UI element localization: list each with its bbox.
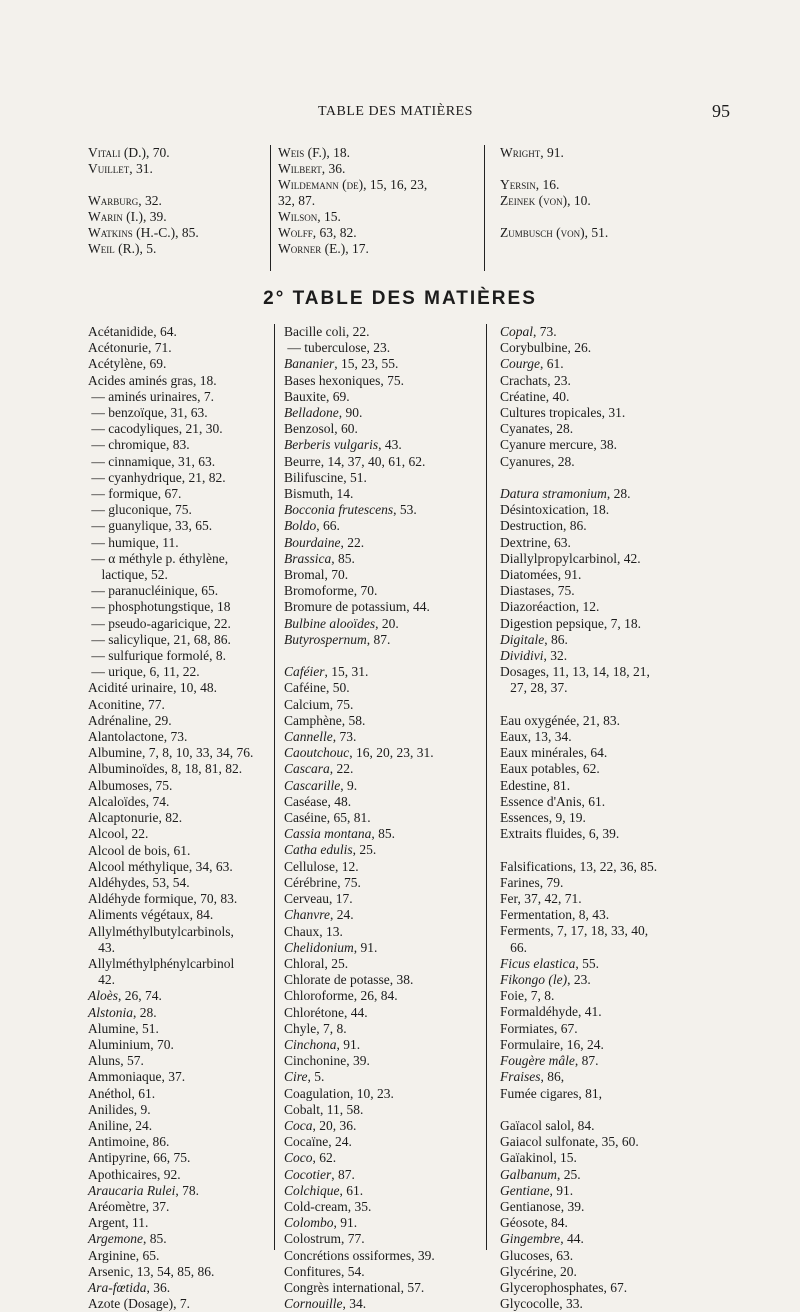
index-entry: — benzoïque, 31, 63. [88,405,208,421]
index-entry: Chelidonium, 91. [284,939,378,955]
index-entry: Fumée cigares, 81, [500,1085,602,1101]
index-entry: Gentiane, 91. [500,1182,574,1198]
index-entry: Aluminium, 70. [88,1036,174,1052]
index-entry: Cascara, 22. [284,761,354,777]
index-entry: Alcool, 22. [88,826,149,842]
index-entry: Chloroforme, 26, 84. [284,988,398,1004]
index-entry: Aliments végétaux, 84. [88,907,214,923]
index-entry: Chloral, 25. [284,955,349,971]
index-entry: Cérébrine, 75. [284,874,361,890]
index-entry: Datura stramonium, 28. [500,486,631,502]
index-entry: Cascarille, 9. [284,777,358,793]
author-column-1 [88,145,199,257]
index-entry: Ara-fœtida, 36. [88,1279,171,1295]
index-entry: Acétylène, 69. [88,356,167,372]
index-entry: Eaux, 13, 34. [500,729,572,745]
index-entry: Cocaïne, 24. [284,1134,352,1150]
spacer [500,161,608,177]
index-entry: Diallylpropylcarbinol, 42. [500,550,641,566]
index-entry: Boldo, 66. [284,518,340,534]
index-entry: — formique, 67. [88,486,182,502]
index-entry: Glycocolle, 33. [500,1296,583,1312]
index-entry: Cire, 5. [284,1069,325,1085]
index-entry: Aldéhyde formique, 70, 83. [88,891,238,907]
author-entry: Watkins (H.-C.), 85. [88,225,199,240]
index-entry: Géosote, 84. [500,1215,568,1231]
index-entry: Alcool de bois, 61. [88,842,191,858]
index-entry: Bacille coli, 22. [284,324,370,339]
index-column-2 [284,324,435,1312]
index-entry: Acides aminés gras, 18. [88,372,217,388]
index-entry: Bourdaine, 22. [284,534,365,550]
spacer [500,470,657,486]
index-entry: Colchique, 61. [284,1182,364,1198]
index-entry: Cassia montana, 85. [284,826,396,842]
index-entry: Beurre, 14, 37, 40, 61, 62. [284,453,426,469]
index-entry: — paranucléinique, 65. [88,583,219,599]
index-entry: Bromal, 70. [284,567,349,583]
index-entry: Bananier, 15, 23, 55. [284,356,399,372]
index-entry: Eaux potables, 62. [500,761,600,777]
index-entry: Galbanum, 25. [500,1166,581,1182]
index-entry: — humique, 11. [88,534,179,550]
index-entry: Benzosol, 60. [284,421,358,437]
index-entry: Formiates, 67. [500,1020,578,1036]
author-column-2 [278,145,427,257]
index-entry: Digitale, 86. [500,631,568,647]
index-entry: Digestion pepsique, 7, 18. [500,615,641,631]
index-entry: Corybulbine, 26. [500,340,592,356]
index-entry: Catha edulis, 25. [284,842,377,858]
index-entry: Alcaloïdes, 74. [88,793,170,809]
index-entry: Formaldéhyde, 41. [500,1004,602,1020]
index-entry: Fougère mâle, 87. [500,1053,599,1069]
index-entry: Anilides, 9. [88,1101,151,1117]
index-entry: Belladone, 90. [284,405,363,421]
index-entry: Alumine, 51. [88,1020,159,1036]
index-entry: Eaux minérales, 64. [500,745,608,761]
index-entry: Antipyrine, 66, 75. [88,1150,191,1166]
index-entry: 43. [88,939,115,955]
index-entry: Alcaptonurie, 82. [88,810,183,826]
index-entry: Crachats, 23. [500,372,571,388]
index-column-3 [500,324,657,1312]
author-index [88,145,738,275]
index-entry: Caséase, 48. [284,793,352,809]
index-entry: Créatine, 40. [500,388,570,404]
index-entry: — sulfurique formolé, 8. [88,648,226,664]
index-column-1 [88,324,253,1312]
index-entry: — pseudo-agaricique, 22. [88,615,231,631]
index-entry: Dextrine, 63. [500,534,571,550]
index-entry: Cyanure mercure, 38. [500,437,617,453]
index-entry: Courge, 61. [500,356,564,372]
index-entry: Argemone, 85. [88,1231,167,1247]
index-entry: Aloès, 26, 74. [88,988,162,1004]
index-entry: — aminés urinaires, 7. [88,388,214,404]
index-entry: Colostrum, 77. [284,1231,365,1247]
index-entry: Gingembre, 44. [500,1231,584,1247]
author-entry: Zumbusch (von), 51. [500,225,609,240]
index-entry: Aniline, 24. [88,1117,153,1133]
index-entry: Bilifuscine, 51. [284,469,367,485]
index-entry: Berberis vulgaris, 43. [284,437,402,453]
index-entry: Aldéhydes, 53, 54. [88,874,190,890]
index-entry: Cyanates, 28. [500,421,574,437]
index-entry: Caféine, 50. [284,680,350,696]
author-entry: Vuillet, 31. [88,161,153,176]
index-entry: — salicylique, 21, 68, 86. [88,631,231,647]
index-entry: Ficus elastica, 55. [500,955,599,971]
index-entry: Cinchonine, 39. [284,1053,370,1069]
running-head [0,101,800,124]
spacer [500,842,657,858]
index-entry: Gaïacol salol, 84. [500,1117,595,1133]
index-entry: Falsifications, 13, 22, 36, 85. [500,858,658,874]
index-entry: — gluconique, 75. [88,502,192,518]
index-entry: Araucaria Rulei, 78. [88,1182,199,1198]
index-entry: — cacodyliques, 21, 30. [88,421,223,437]
index-entry: Adrénaline, 29. [88,712,172,728]
index-entry: Cinchona, 91. [284,1036,361,1052]
index-entry: Chyle, 7, 8. [284,1020,347,1036]
index-entry: Alstonia, 28. [88,1004,157,1020]
column-divider [486,324,487,1250]
author-entry: 32, 87. [278,193,316,208]
index-entry: Congrès international, 57. [284,1279,425,1295]
index-entry: Bismuth, 14. [284,486,354,502]
page-number: 95 [712,101,730,121]
index-entry: Calcium, 75. [284,696,354,712]
index-entry: Albuminoïdes, 8, 18, 81, 82. [88,761,243,777]
author-column-3 [500,145,608,241]
index-entry: Destruction, 86. [500,518,587,534]
index-entry: Ammoniaque, 37. [88,1069,186,1085]
index-entry: Cannelle, 73. [284,729,357,745]
index-entry: Alantolactone, 73. [88,729,188,745]
index-entry: Gaïakinol, 15. [500,1150,577,1166]
index-entry: Caséine, 65, 81. [284,810,371,826]
index-entry: Fermentation, 8, 43. [500,907,610,923]
index-entry: Arsenic, 13, 54, 85, 86. [88,1263,215,1279]
spacer [500,1102,657,1118]
index-entry: Diatomées, 91. [500,567,582,583]
index-entry: Bromure de potassium, 44. [284,599,430,615]
index-entry: Bases hexoniques, 75. [284,372,404,388]
subject-index [88,324,738,1312]
index-entry: Acétonurie, 71. [88,340,172,356]
index-entry: Aluns, 57. [88,1053,144,1069]
index-entry: Bauxite, 69. [284,388,350,404]
section-title: 2° TABLE DES MATIÈRES [263,288,537,309]
index-entry: Glycérine, 20. [500,1263,577,1279]
index-entry: Cerveau, 17. [284,891,353,907]
author-entry: Warin (I.), 39. [88,209,167,224]
index-entry: Dosages, 11, 13, 14, 18, 21, [500,664,650,680]
index-entry: 66. [500,939,527,955]
index-entry: Alcool méthylique, 34, 63. [88,858,233,874]
spacer [284,648,435,664]
index-entry: Aréomètre, 37. [88,1198,170,1214]
index-entry: Cobalt, 11, 58. [284,1101,364,1117]
index-entry: Cultures tropicales, 31. [500,405,626,421]
author-entry: Vitali (D.), 70. [88,145,170,160]
index-entry: Acétanidide, 64. [88,324,177,339]
index-entry: Foie, 7, 8. [500,988,555,1004]
index-entry: Chanvre, 24. [284,907,354,923]
index-entry: Allylméthylbutylcarbinols, [88,923,234,939]
index-entry: Albumine, 7, 8, 10, 33, 34, 76. [88,745,254,761]
author-entry: Weis (F.), 18. [278,145,351,160]
index-entry: Anéthol, 61. [88,1085,156,1101]
index-entry: — cyanhydrique, 21, 82. [88,469,226,485]
index-entry: Diastases, 75. [500,583,575,599]
index-entry: — cinnamique, 31, 63. [88,453,216,469]
author-entry: Weil (R.), 5. [88,241,157,256]
index-entry: Apothicaires, 92. [88,1166,181,1182]
index-entry: lactique, 52. [88,567,168,583]
index-entry: — guanylique, 33, 65. [88,518,213,534]
index-entry: Arginine, 65. [88,1247,160,1263]
index-entry: Chlorétone, 44. [284,1004,368,1020]
index-entry: Cellulose, 12. [284,858,359,874]
index-entry: Désintoxication, 18. [500,502,610,518]
index-entry: Argent, 11. [88,1215,149,1231]
author-entry: Warburg, 32. [88,193,162,208]
index-entry: Gaiacol sulfonate, 35, 60. [500,1134,639,1150]
index-entry: — urique, 6, 11, 22. [88,664,200,680]
index-entry: Essence d'Anis, 61. [500,793,606,809]
author-entry: Wright, 91. [500,145,564,160]
index-entry: Coagulation, 10, 23. [284,1085,394,1101]
index-entry: — phosphotungstique, 18 [88,599,231,615]
index-entry: Cornouille, 34. [284,1296,367,1312]
index-entry: Glucoses, 63. [500,1247,574,1263]
author-entry: Yersin, 16. [500,177,560,192]
index-entry: Dividivi, 32. [500,648,568,664]
index-entry: Confitures, 54. [284,1263,365,1279]
index-entry: Aconitine, 77. [88,696,165,712]
index-entry: Butyrospernum, 87. [284,631,391,647]
index-entry: Acidité urinaire, 10, 48. [88,680,217,696]
index-entry: 27, 28, 37. [500,680,568,696]
index-entry: Brassica, 85. [284,550,355,566]
index-entry: Bromoforme, 70. [284,583,378,599]
index-entry: Copal, 73. [500,324,557,339]
index-entry: Farines, 79. [500,874,564,890]
author-entry: Worner (E.), 17. [278,241,369,256]
index-entry: Cocotier, 87. [284,1166,355,1182]
author-entry: Wolff, 63, 82. [278,225,357,240]
index-entry: Colombo, 91. [284,1215,358,1231]
spacer [88,177,199,193]
index-entry: Edestine, 81. [500,777,571,793]
index-entry: Fer, 37, 42, 71. [500,891,582,907]
index-entry: Essences, 9, 19. [500,810,586,826]
spacer [500,209,608,225]
index-entry: Allylméthylphénylcarbinol [88,955,235,971]
index-entry: Cold-cream, 35. [284,1198,372,1214]
running-title: TABLE DES MATIÈRES [318,104,473,119]
index-entry: — α méthyle p. éthylène, [88,550,229,566]
index-entry: Extraits fluides, 6, 39. [500,826,620,842]
index-entry: — tuberculose, 23. [284,340,391,356]
author-entry: Wilson, 15. [278,209,341,224]
index-entry: Formulaire, 16, 24. [500,1036,604,1052]
index-entry: Ferments, 7, 17, 18, 33, 40, [500,923,649,939]
index-entry: Diazoréaction, 12. [500,599,600,615]
index-entry: Bulbine alooïdes, 20. [284,615,399,631]
index-entry: Eau oxygénée, 21, 83. [500,712,620,728]
index-entry: Albumoses, 75. [88,777,173,793]
author-entry: Zeinek (von), 10. [500,193,591,208]
index-entry: Cyanures, 28. [500,453,575,469]
index-entry: Azote (Dosage), 7. [88,1296,190,1312]
index-entry: Concrétions ossiformes, 39. [284,1247,435,1263]
author-entry: Wilbert, 36. [278,161,346,176]
spacer [500,697,657,713]
author-entry: Wildemann (de), 15, 16, 23, [278,177,428,192]
index-entry: 42. [88,972,115,988]
index-entry: Antimoine, 86. [88,1134,170,1150]
index-entry: Fraises, 86, [500,1069,565,1085]
column-divider [274,324,275,1250]
index-entry: Coco, 62. [284,1150,337,1166]
index-entry: Chlorate de potasse, 38. [284,972,414,988]
column-divider [270,145,271,271]
index-entry: Camphène, 58. [284,712,366,728]
index-entry: Gentianose, 39. [500,1198,585,1214]
index-entry: Caféier, 15, 31. [284,664,369,680]
index-entry: Coca, 20, 36. [284,1117,357,1133]
index-entry: — chromique, 83. [88,437,190,453]
column-divider [484,145,485,271]
index-entry: Caoutchouc, 16, 20, 23, 31. [284,745,434,761]
index-entry: Fikongo (le), 23. [500,972,591,988]
index-entry: Chaux, 13. [284,923,343,939]
index-entry: Bocconia frutescens, 53. [284,502,417,518]
index-entry: Glycerophosphates, 67. [500,1279,628,1295]
